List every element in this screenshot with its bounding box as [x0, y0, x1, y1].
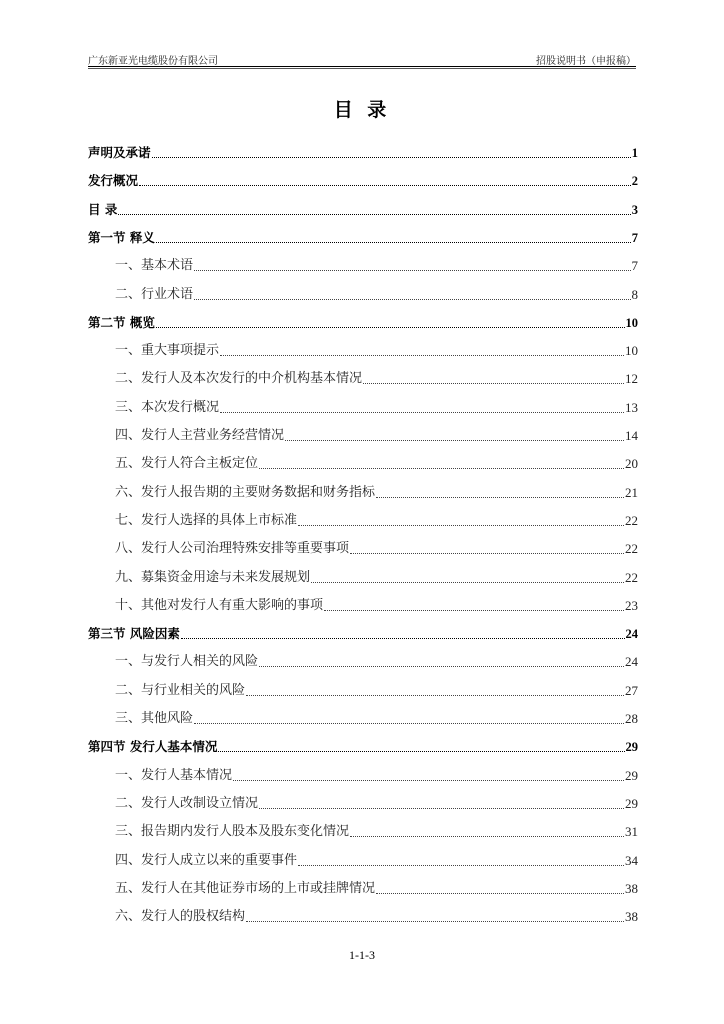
- toc-entry-label: 第一节 释义: [88, 229, 155, 245]
- toc-subsection-entry[interactable]: [88, 254, 638, 274]
- toc-dot-leader: [194, 298, 630, 300]
- toc-dot-leader: [194, 722, 624, 724]
- header-divider: [88, 68, 636, 69]
- toc-entry-page: 38: [625, 880, 638, 896]
- toc-subsection-entry[interactable]: [88, 679, 638, 699]
- toc-entry-page: 22: [625, 541, 638, 557]
- toc-dot-leader: [285, 439, 624, 441]
- toc-subsection-entry[interactable]: [88, 566, 638, 586]
- toc-entry-label: 三、报告期内发行人股本及股东变化情况: [115, 824, 350, 840]
- toc-entry-label: 第二节 概览: [88, 314, 155, 330]
- toc-dot-leader: [363, 382, 624, 384]
- toc-dot-leader: [246, 920, 624, 922]
- toc-dot-leader: [246, 694, 624, 696]
- toc-dot-leader: [350, 552, 624, 554]
- toc-subsection-entry[interactable]: [88, 452, 638, 472]
- toc-entry-page: 31: [625, 824, 638, 840]
- toc-subsection-entry[interactable]: [88, 537, 638, 557]
- toc-dot-leader: [376, 496, 624, 498]
- toc-dot-leader: [324, 609, 624, 611]
- toc-subsection-entry[interactable]: [88, 594, 638, 614]
- toc-subsection-entry[interactable]: [88, 650, 638, 670]
- toc-dot-leader: [156, 241, 631, 243]
- toc-entry-label: 第三节 风险因素: [88, 626, 180, 642]
- toc-entry-label: 发行概况: [88, 173, 139, 189]
- header-document-type: 招股说明书（申报稿）: [536, 56, 636, 67]
- toc-dot-leader: [259, 665, 624, 667]
- toc-dot-leader: [259, 467, 624, 469]
- toc-subsection-entry[interactable]: [88, 820, 638, 840]
- toc-entry-label: 一、基本术语: [115, 258, 194, 274]
- toc-dot-leader: [376, 892, 624, 894]
- toc-entry-label: 二、与行业相关的风险: [115, 682, 246, 698]
- toc-subsection-entry[interactable]: [88, 339, 638, 359]
- toc-dot-leader: [152, 156, 631, 158]
- toc-subsection-entry[interactable]: [88, 764, 638, 784]
- page-number: 1-1-3: [349, 948, 375, 962]
- toc-entry-page: 7: [631, 230, 638, 245]
- toc-entry-page: 10: [625, 315, 638, 330]
- toc-section-entry[interactable]: [88, 141, 638, 161]
- toc-subsection-entry[interactable]: [88, 283, 638, 303]
- toc-entry-page: 1: [631, 146, 638, 160]
- toc-entry-page: 29: [625, 767, 638, 783]
- toc-entry-page: 14: [625, 428, 638, 443]
- toc-subsection-entry[interactable]: [88, 905, 638, 925]
- toc-entry-label: 三、其他风险: [115, 711, 194, 726]
- toc-dot-leader: [118, 213, 630, 215]
- toc-entry-label: 六、发行人的股权结构: [115, 909, 246, 925]
- toc-entry-label: 七、发行人选择的具体上市标准: [115, 512, 298, 528]
- page-header: [88, 52, 636, 67]
- toc-entry-label: 八、发行人公司治理特殊安排等重要事项: [115, 541, 350, 557]
- toc-entry-page: 22: [625, 569, 638, 585]
- toc-subsection-entry[interactable]: [88, 849, 638, 869]
- toc-entry-page: 3: [631, 202, 638, 217]
- toc-entry-label: 九、募集资金用途与未来发展规划: [115, 569, 311, 585]
- toc-entry-page: 22: [625, 512, 638, 528]
- toc-subsection-entry[interactable]: [88, 707, 638, 727]
- toc-section-entry[interactable]: [88, 198, 638, 218]
- toc-section-entry[interactable]: [88, 735, 638, 755]
- toc-section-entry[interactable]: [88, 169, 638, 189]
- toc-dot-leader: [220, 354, 624, 356]
- toc-entry-page: 24: [625, 654, 638, 670]
- toc-subsection-entry[interactable]: [88, 367, 638, 387]
- toc-entry-label: 第四节 发行人基本情况: [88, 739, 218, 755]
- toc-subsection-entry[interactable]: [88, 424, 638, 444]
- toc-entry-label: 三、本次发行概况: [115, 399, 220, 415]
- toc-entry-label: 一、与发行人相关的风险: [115, 654, 259, 670]
- toc-entry-label: 二、行业术语: [115, 286, 194, 302]
- toc-dot-leader: [156, 326, 625, 328]
- toc-entry-label: 五、发行人在其他证券市场的上市或挂牌情况: [115, 880, 376, 896]
- toc-subsection-entry[interactable]: [88, 509, 638, 529]
- toc-entry-page: 34: [625, 852, 638, 868]
- toc-entry-page: 23: [625, 597, 638, 613]
- toc-entry-label: 二、发行人改制设立情况: [115, 795, 259, 811]
- toc-entry-page: 2: [631, 174, 638, 189]
- header-company-name: 广东新亚光电缆股份有限公司: [88, 56, 218, 67]
- toc-dot-leader: [298, 524, 624, 526]
- toc-entry-page: 8: [631, 286, 638, 302]
- toc-entry-page: 21: [625, 484, 638, 500]
- toc-entry-page: 29: [625, 740, 638, 755]
- toc-section-entry[interactable]: [88, 311, 638, 331]
- toc-dot-leader: [259, 807, 624, 809]
- toc-subsection-entry[interactable]: [88, 877, 638, 897]
- toc-entry-page: 38: [625, 909, 638, 925]
- toc-entry-page: 28: [625, 711, 638, 726]
- toc-entry-page: 7: [631, 258, 638, 274]
- toc-entry-label: 二、发行人及本次发行的中介机构基本情况: [115, 371, 363, 387]
- toc-subsection-entry[interactable]: [88, 792, 638, 812]
- toc-dot-leader: [311, 581, 624, 583]
- toc-entry-label: 一、重大事项提示: [115, 343, 220, 359]
- page-title: 目 录: [333, 99, 391, 121]
- toc-entry-label: 十、其他对发行人有重大影响的事项: [115, 597, 324, 613]
- toc-entry-label: 目 录: [88, 201, 118, 217]
- toc-dot-leader: [218, 750, 624, 752]
- toc-dot-leader: [298, 864, 624, 866]
- toc-entry-page: 13: [625, 399, 638, 415]
- toc-entry-label: 五、发行人符合主板定位: [115, 456, 259, 472]
- toc-section-entry[interactable]: [88, 622, 638, 642]
- toc-entry-page: 12: [625, 371, 638, 387]
- toc-entry-page: 24: [625, 627, 638, 642]
- toc-subsection-entry[interactable]: [88, 481, 638, 501]
- toc-entry-label: 声明及承诺: [88, 145, 151, 160]
- toc-entry-page: 20: [625, 456, 638, 472]
- toc-dot-leader: [350, 835, 624, 837]
- toc-dot-leader: [194, 269, 630, 271]
- toc-entry-label: 四、发行人成立以来的重要事件: [115, 852, 298, 868]
- toc-entry-page: 29: [625, 795, 638, 811]
- toc-entry-label: 六、发行人报告期的主要财务数据和财务指标: [115, 484, 376, 500]
- toc-dot-leader: [220, 411, 624, 413]
- toc-subsection-entry[interactable]: [88, 396, 638, 416]
- toc-dot-leader: [139, 184, 631, 186]
- toc-entry-page: 27: [625, 682, 638, 698]
- toc-entry-label: 四、发行人主营业务经营情况: [115, 428, 285, 443]
- toc-entry-page: 10: [625, 343, 638, 359]
- toc-dot-leader: [233, 779, 624, 781]
- toc-entry-label: 一、发行人基本情况: [115, 767, 233, 783]
- toc-dot-leader: [181, 637, 625, 639]
- toc-section-entry[interactable]: [88, 226, 638, 246]
